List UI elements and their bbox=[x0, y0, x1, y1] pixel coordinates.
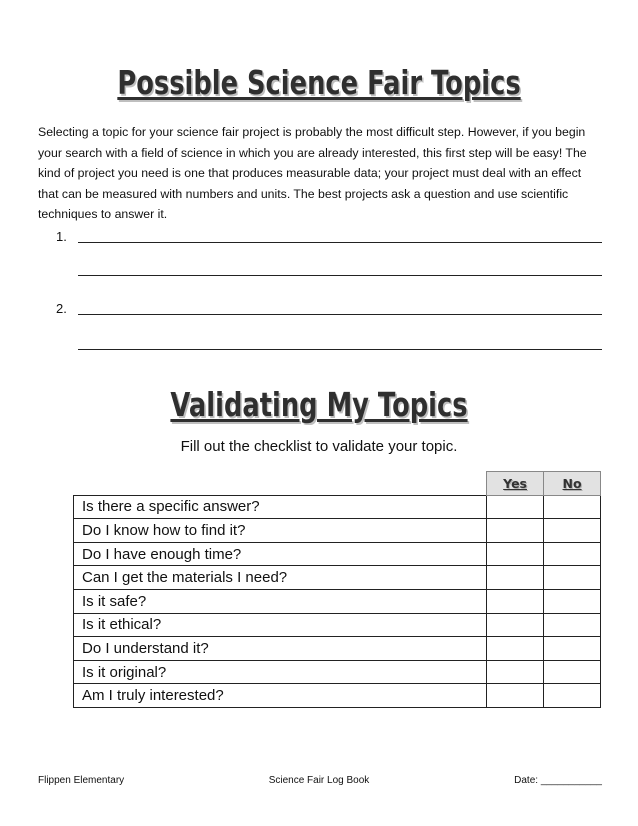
topic-line[interactable] bbox=[78, 349, 602, 350]
checklist-question: Am I truly interested? bbox=[74, 684, 487, 708]
topic-number: 1. bbox=[56, 229, 67, 244]
yes-checkbox[interactable] bbox=[487, 637, 544, 661]
validation-title: Validating My Topics bbox=[170, 385, 468, 424]
yes-checkbox[interactable] bbox=[487, 684, 544, 708]
footer-book-title: Science Fair Log Book bbox=[268, 775, 370, 786]
no-checkbox[interactable] bbox=[544, 660, 601, 684]
no-checkbox[interactable] bbox=[544, 566, 601, 590]
checklist-row bbox=[74, 684, 601, 708]
no-checkbox[interactable] bbox=[544, 542, 601, 566]
yes-checkbox[interactable] bbox=[487, 613, 544, 637]
topic-entry-2[interactable] bbox=[56, 301, 602, 319]
no-header: No bbox=[544, 472, 601, 496]
topic-entry-1[interactable] bbox=[56, 229, 602, 247]
checklist-row bbox=[74, 637, 601, 661]
checklist-question: Is there a specific answer? bbox=[74, 495, 487, 519]
yes-checkbox[interactable] bbox=[487, 589, 544, 613]
checklist-question: Do I know how to find it? bbox=[74, 519, 487, 543]
no-checkbox[interactable] bbox=[544, 613, 601, 637]
checklist-instruction: Fill out the checklist to validate your topic. bbox=[180, 438, 458, 455]
topic-entry-2-continued[interactable] bbox=[56, 336, 602, 354]
footer-date: Date: ___________ bbox=[514, 775, 602, 786]
no-checkbox[interactable] bbox=[544, 519, 601, 543]
header-spacer bbox=[74, 472, 487, 496]
checklist-row bbox=[74, 589, 601, 613]
checklist-row bbox=[74, 566, 601, 590]
yes-checkbox[interactable] bbox=[487, 495, 544, 519]
checklist-question: Is it original? bbox=[74, 660, 487, 684]
topic-entry-1-continued[interactable] bbox=[56, 262, 602, 280]
topic-line[interactable] bbox=[78, 275, 602, 276]
topic-line[interactable] bbox=[78, 242, 602, 243]
no-checkbox[interactable] bbox=[544, 684, 601, 708]
intro-paragraph: Selecting a topic for your science fair project is probably the most difficult step. However, if you begin your search with a field of science in which you are already interested, this first step will be easy! The kind of project you need is one that produces measurable data; your project must deal with an effect that can be measured with numbers and units. The best projects ask a question and use scientific techniques to answer it. bbox=[38, 125, 587, 222]
checklist-row bbox=[74, 495, 601, 519]
yes-header: Yes bbox=[487, 472, 544, 496]
topic-line[interactable] bbox=[78, 314, 602, 315]
checklist-question: Is it safe? bbox=[74, 589, 487, 613]
checklist-row bbox=[74, 613, 601, 637]
validation-checklist bbox=[73, 471, 601, 708]
checklist-row bbox=[74, 660, 601, 684]
yes-checkbox[interactable] bbox=[487, 519, 544, 543]
footer-school: Flippen Elementary bbox=[38, 775, 125, 786]
page-title: Possible Science Fair Topics bbox=[117, 63, 521, 102]
no-checkbox[interactable] bbox=[544, 495, 601, 519]
yes-checkbox[interactable] bbox=[487, 660, 544, 684]
topic-number: 2. bbox=[56, 301, 67, 316]
checklist-question: Is it ethical? bbox=[74, 613, 487, 637]
checklist-question: Do I have enough time? bbox=[74, 542, 487, 566]
yes-checkbox[interactable] bbox=[487, 566, 544, 590]
checklist-question: Can I get the materials I need? bbox=[74, 566, 487, 590]
checklist-header-row bbox=[74, 472, 601, 496]
checklist-question: Do I understand it? bbox=[74, 637, 487, 661]
no-checkbox[interactable] bbox=[544, 589, 601, 613]
checklist-row bbox=[74, 542, 601, 566]
checklist-row bbox=[74, 519, 601, 543]
yes-checkbox[interactable] bbox=[487, 542, 544, 566]
no-checkbox[interactable] bbox=[544, 637, 601, 661]
